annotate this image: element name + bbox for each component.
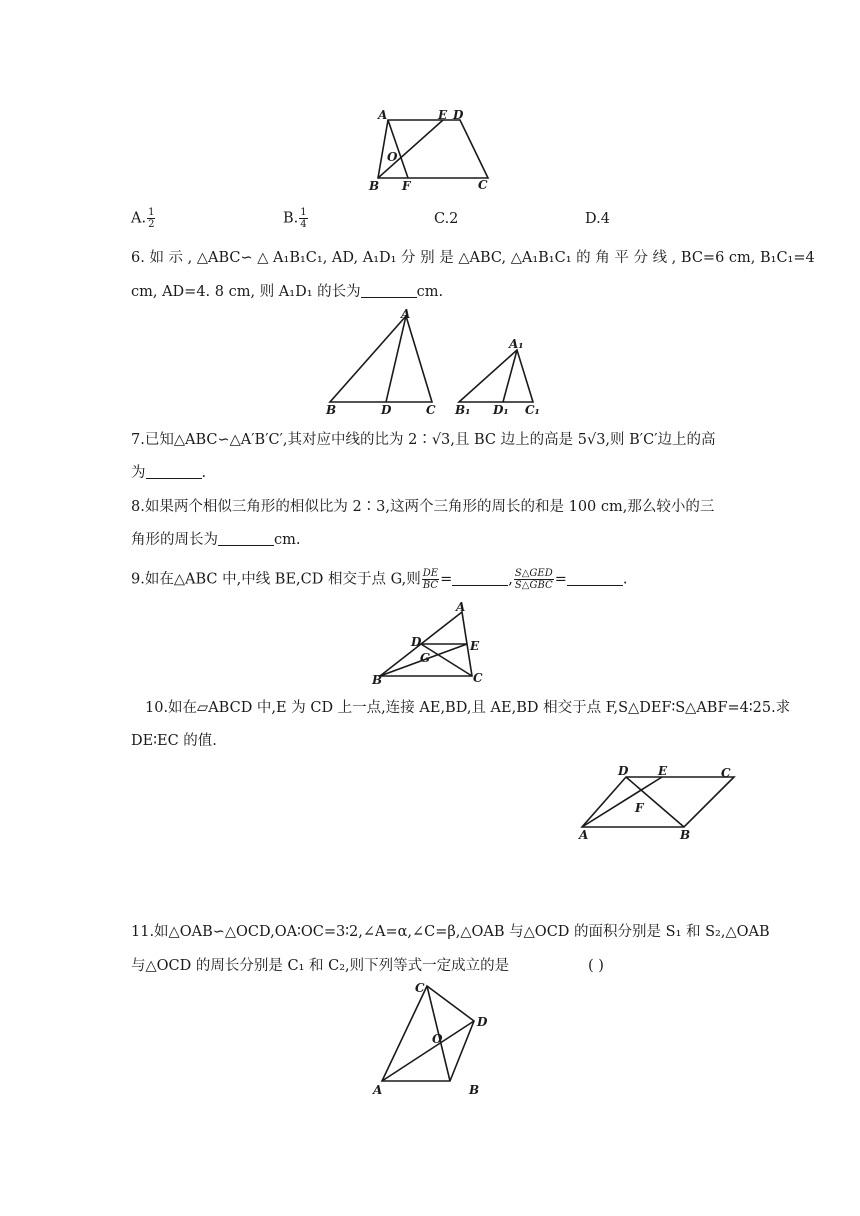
option-b-fraction: $\frac{1}{4}$ [300,207,307,230]
label-D: D [411,635,422,649]
option-a-fraction: $\frac{1}{2}$ [148,207,155,230]
label-A: A [401,307,411,321]
label-D: D [453,108,464,122]
label-E: E [470,639,480,653]
figure-q5-trapezoid [360,105,500,195]
option-d[interactable]: D.4 [585,211,610,227]
option-c[interactable]: C.2 [434,211,459,227]
label-F: F [402,179,411,193]
q11-line1: 11.如△OAB∽△OCD,OA∶OC=3∶2,∠A=α,∠C=β,△OAB 与△OCD 的面积分别是 S₁ 和 S₂,△OAB [131,924,770,940]
label-D1: D₁ [493,403,509,417]
label-B: B [369,179,380,193]
fraction-area-ratio: $\frac{\text{S△GED}}{\text{S△GBC}}$ [514,568,553,591]
q11-answer-paren[interactable]: ( ) [588,958,604,974]
option-a-prefix: A. [131,210,147,227]
label-O: O [432,1032,443,1046]
label-A: A [579,828,589,842]
label-F: F [635,801,644,815]
q8-line2: 角形的周长为 cm. [131,532,301,548]
label-D: D [477,1015,488,1029]
q10-line2: DE∶EC 的值. [131,733,217,749]
figure-q6-triangles [320,308,550,420]
label-B: B [680,828,691,842]
q7-line2: 为 . [131,465,207,481]
label-C: C [478,178,488,192]
q6-line1: 6. 如 示 , △ABC∽ △ A₁B₁C₁, AD, A₁D₁ 分 别 是 △ABC, △A₁B₁C₁ 的 角 平 分 线 , BC=6 cm, B₁C₁=4 [131,250,815,266]
option-a[interactable] [131,207,156,230]
label-A: A [378,108,388,122]
label-B1: B₁ [455,403,471,417]
figure-q10-parallelogram [574,760,744,845]
label-C: C [473,671,483,685]
q7-line1: 7.已知△ABC∽△A′B′C′,其对应中线的比为 2∶√3,且 BC 边上的高是 5√3,则 B′C′边上的高 [131,432,716,448]
answer-blank[interactable] [452,571,508,586]
figure-q9-triangle [370,600,500,688]
option-b-prefix: B. [283,210,299,227]
label-D: D [381,403,392,417]
label-B: B [326,403,337,417]
label-E: E [658,764,668,778]
label-G: G [420,651,431,665]
label-C1: C₁ [525,403,540,417]
label-O: O [387,150,398,164]
label-A: A [373,1083,383,1097]
label-D: D [618,764,629,778]
label-B: B [469,1083,480,1097]
label-C: C [415,981,425,995]
answer-blank[interactable] [567,571,623,586]
q10-line1: 10.如在▱ABCD 中,E 为 CD 上一点,连接 AE,BD,且 AE,BD 相交于点 F,S△DEF∶S△ABF=4∶25.求 [145,700,791,716]
answer-blank[interactable] [361,283,417,298]
answer-blank[interactable] [146,464,202,479]
q6-line2: cm, AD=4. 8 cm, 则 A₁D₁ 的长为 cm. [131,284,444,300]
label-E: E [438,108,448,122]
option-b[interactable] [283,207,309,230]
label-A: A [456,600,466,614]
q8-line1: 8.如果两个相似三角形的相似比为 2∶3,这两个三角形的周长的和是 100 cm,那么较小的三 [131,499,715,515]
label-C: C [426,403,436,417]
answer-blank[interactable] [218,531,274,546]
q11-line2: 与△OCD 的周长分别是 C₁ 和 C₂,则下列等式一定成立的是 [131,958,510,974]
label-C: C [721,766,731,780]
label-A1: A₁ [509,337,524,351]
label-B: B [372,673,383,687]
fraction-de-bc: $\frac{DE}{BC}$ [422,568,439,591]
figure-q11-triangles [368,978,498,1098]
q9-line: 9.如在△ABC 中,中线 BE,CD 相交于点 G,则 $\frac{DE}{BC}$ = , $\frac{\text{S△GED}}{\text{S△GBC}}$ = . [131,568,628,591]
